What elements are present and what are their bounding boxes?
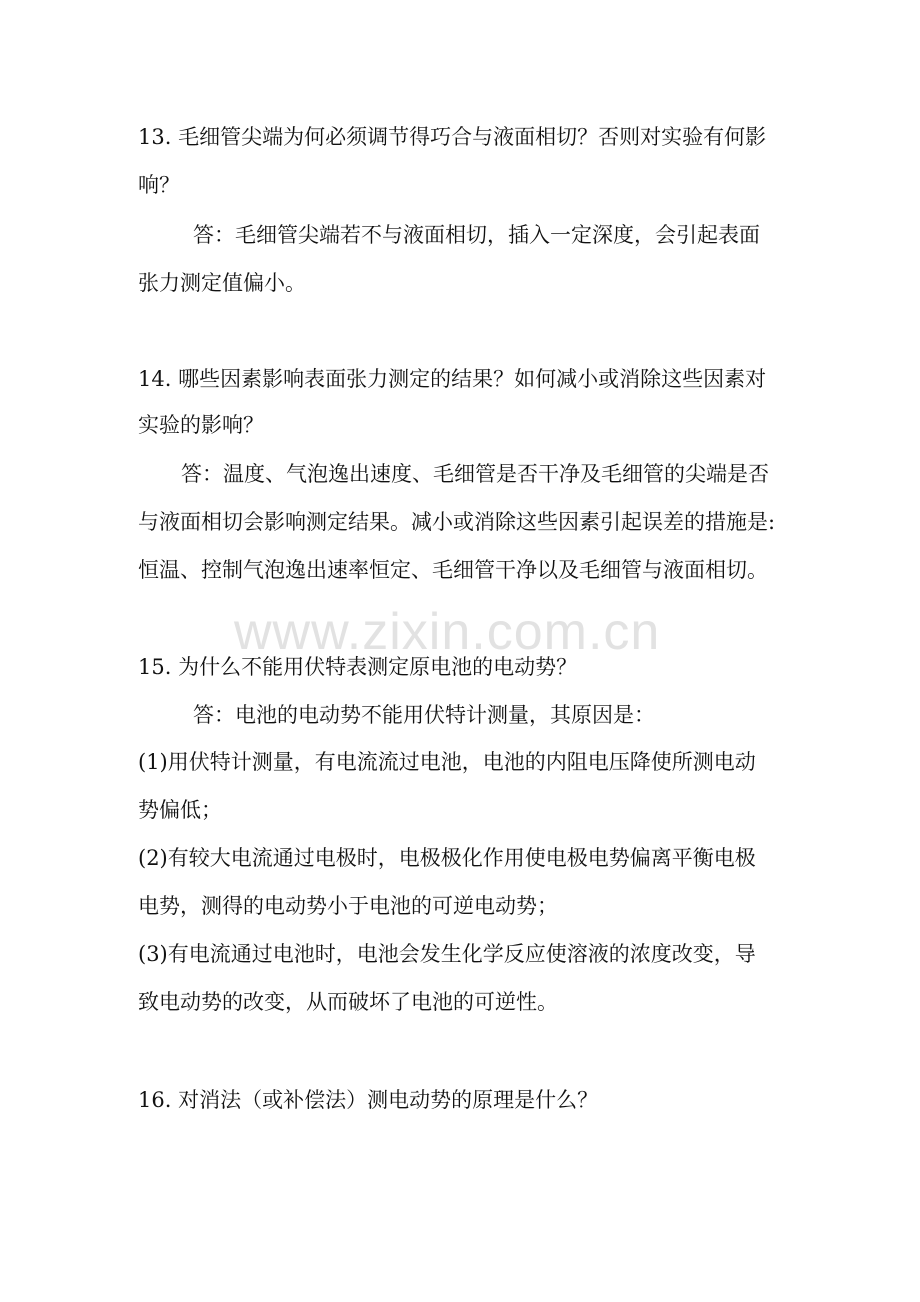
question-14-line-1: 14. 哪些因素影响表面张力测定的结果？如何减小或消除这些因素对: [138, 367, 767, 391]
question-16-line-1: 16. 对消法（或补偿法）测电动势的原理是什么？: [138, 1088, 599, 1112]
answer-13-line-2: 张力测定值偏小。: [138, 271, 306, 295]
question-15-line-1: 15. 为什么不能用伏特表测定原电池的电动势？: [138, 655, 578, 679]
answer-15-point-3-line-2: 致电动势的改变，从而破坏了电池的可逆性。: [138, 990, 558, 1014]
answer-15-point-1-line-1: (1)用伏特计测量，有电流流过电池，电池的内阻电压降使所测电动: [138, 750, 756, 774]
question-13-line-2: 响？: [138, 173, 180, 197]
answer-13-line-1: 答：毛细管尖端若不与液面相切，插入一定深度，会引起表面: [193, 223, 760, 247]
answer-15-point-2-line-2: 电势，测得的电动势小于电池的可逆电动势；: [138, 894, 558, 918]
question-14-line-2: 实验的影响？: [138, 413, 264, 437]
answer-15-point-1-line-2: 势偏低；: [138, 798, 222, 822]
question-13-line-1: 13. 毛细管尖端为何必须调节得巧合与液面相切？否则对实验有何影: [138, 125, 767, 149]
watermark: www.zixin.com.cn: [234, 603, 661, 661]
answer-14-line-2: 与液面相切会影响测定结果。减小或消除这些因素引起误差的措施是:: [138, 510, 776, 534]
answer-15-line-1: 答：电池的电动势不能用伏特计测量，其原因是：: [193, 703, 655, 727]
answer-15-point-2-line-1: (2)有较大电流通过电极时，电极极化作用使电极电势偏离平衡电极: [138, 846, 756, 870]
answer-15-point-3-line-1: (3)有电流通过电池时，电池会发生化学反应使溶液的浓度改变，导: [138, 942, 756, 966]
answer-14-line-1: 答：温度、气泡逸出速度、毛细管是否干净及毛细管的尖端是否: [181, 462, 769, 486]
answer-14-line-3: 恒温、控制气泡逸出速率恒定、毛细管干净以及毛细管与液面相切。: [138, 558, 768, 582]
